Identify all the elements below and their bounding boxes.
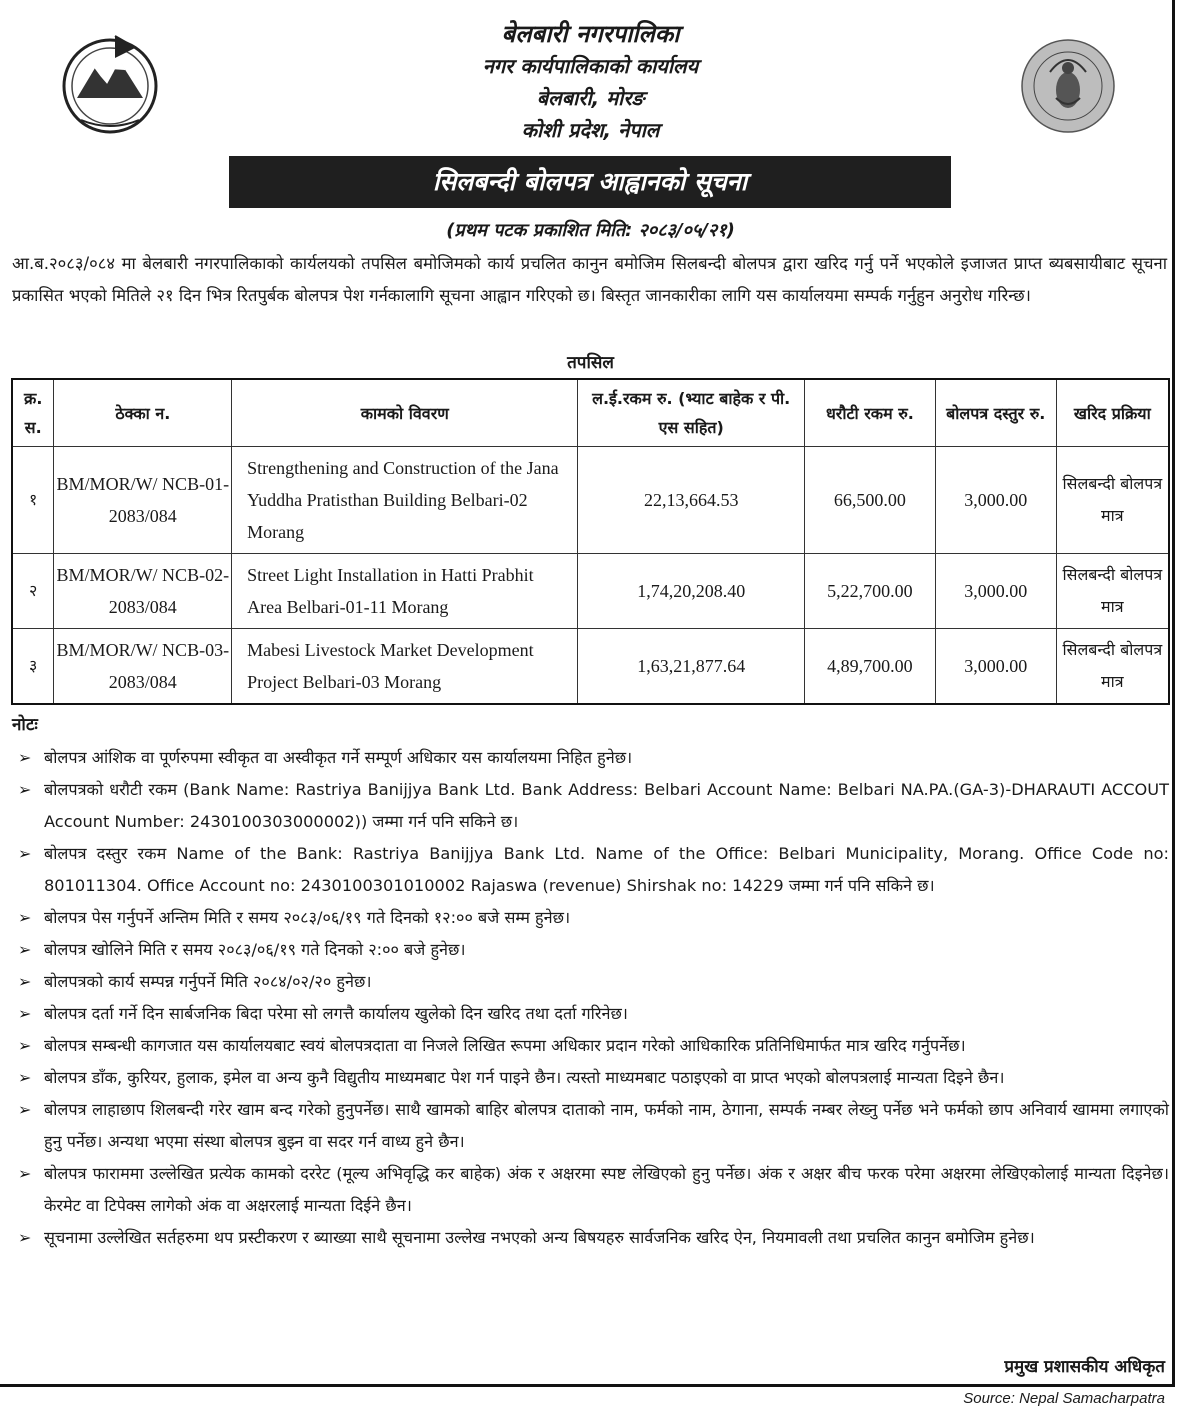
cell-procedure: सिलबन्दी बोलपत्र मात्र <box>1056 554 1169 629</box>
header-procedure: खरिद प्रक्रिया <box>1056 379 1169 447</box>
cell-estimate: 22,13,664.53 <box>578 447 805 554</box>
arrow-bullet-icon: ➢ <box>18 972 32 991</box>
note-item <box>14 902 1169 934</box>
header-estimate: ल.ई.रकम रु. (भ्याट बाहेक र पी. एस सहित) <box>578 379 805 447</box>
cell-deposit: 66,500.00 <box>805 447 936 554</box>
note-text: बोलपत्र खोलिने मिति र समय २०८३/०६/१९ गते दिनको २:०० बजे हुनेछ। <box>44 940 466 959</box>
publication-date: (प्रथम पटक प्रकाशित मिति: २०८३/०५/२१) <box>446 220 735 241</box>
cell-fee: 3,000.00 <box>935 554 1056 629</box>
note-item <box>14 966 1169 998</box>
note-item <box>14 1030 1169 1062</box>
note-text: बोलपत्रको धरौटी रकम (Bank Name: Rastriya Banijjya Bank Ltd. Bank Address: Belbari Account Name: Belbari NA.PA.(GA-3)-DHARAUTI ACCOUT Account Number: 2430100303000002)) जम्मा गर्न पनि सकिने छ। <box>44 780 1169 831</box>
source-credit: Source: Nepal Samacharpatra <box>963 1390 1165 1407</box>
cell-description: Street Light Installation in Hatti Prabhit Area Belbari-01-11 Morang <box>232 554 578 629</box>
cell-estimate: 1,63,21,877.64 <box>578 629 805 705</box>
notes-list <box>14 742 1169 1254</box>
cell-description: Strengthening and Construction of the Jana Yuddha Pratisthan Building Belbari-02 Morang <box>232 447 578 554</box>
cell-sn: ३ <box>12 629 54 705</box>
cell-contract-no: BM/MOR/W/ NCB-03-2083/084 <box>54 629 232 705</box>
note-text: बोलपत्र लाहाछाप शिलबन्दी गरेर खाम बन्द गरेको हुनुपर्नेछ। साथै खामको बाहिर बोलपत्र दाताको नाम, फर्मको नाम, ठेगाना, सम्पर्क नम्बर लेख्नु पर्नेछ भने फर्मको छाप अनिवार्य खाममा लगाएको हुनु पर्नेछ। अन्यथा भएमा संस्था बोलपत्र बुझ्न वा सदर गर्न वाध्य हुने छैन। <box>44 1100 1169 1151</box>
municipality-name: बेलबारी नगरपालिका <box>501 20 680 48</box>
note-text: सूचनामा उल्लेखित सर्तहरुमा थप प्रस्टीकरण र ब्याख्या साथै सूचनामा उल्लेख नभएको अन्य बिषयहरु सार्वजनिक खरिद ऐन, नियमावली तथा प्रचलित कानुन बमोजिम हुनेछ। <box>44 1228 1035 1247</box>
office-header <box>0 18 1181 146</box>
cell-fee: 3,000.00 <box>935 447 1056 554</box>
note-text: बोलपत्र दर्ता गर्ने दिन सार्बजनिक बिदा परेमा सो लगत्तै कार्यालय खुलेको दिन खरिद तथा दर्ता गरिनेछ। <box>44 1004 628 1023</box>
office-province: कोशी प्रदेश, नेपाल <box>521 118 660 142</box>
intro-paragraph: आ.ब.२०८३/०८४ मा बेलबारी नगरपालिकाको कार्यलयको तपसिल बमोजिमको कार्य प्रचलित कानुन बमोजिम सिलबन्दी बोलपत्र द्वारा खरिद गर्नु पर्ने भएकोले इजाजत प्राप्त ब्यबसायीबाट सूचना प्रकासित भएको मितिले २१ दिन भित्र रितपुर्बक बोलपत्र पेश गर्नकालागि सूचना आह्वान गरिएको छ। बिस्तृत जानकारीका लागि यस कार्यालयमा सम्पर्क गर्नुहुन अनुरोध गरिन्छ। <box>12 254 1167 305</box>
note-text: बोलपत्र फाराममा उल्लेखित प्रत्येक कामको दररेट (मूल्य अभिवृद्धि कर बाहेक) अंक र अक्षरमा स्पष्ट लेखिएको हुनु पर्नेछ। अंक र अक्षर बीच फरक परेमा अक्षरमा लेखिएकोलाई मान्यता दिइनेछ। केरमेट वा टिपेक्स लागेको अंक वा अक्षरलाई मान्यता दिईने छैन। <box>44 1164 1169 1215</box>
office-name: नगर कार्यपालिकाको कार्यालय <box>482 54 699 78</box>
note-text: बोलपत्र दस्तुर रकम Name of the Bank: Rastriya Banijjya Bank Ltd. Name of the Office: Belbari Municipality, Morang. Office Code no: 801011304. Office Account no: 2430100301010002 Rajaswa (revenue) Shirshak no: 14229 जम्मा गर्न पनि सकिने छ। <box>44 844 1169 895</box>
arrow-bullet-icon: ➢ <box>18 844 32 863</box>
note-text: बोलपत्रको कार्य सम्पन्न गर्नुपर्ने मिति २०८४/०२/२० हुनेछ। <box>44 972 372 991</box>
notice-title: सिलबन्दी बोलपत्र आह्वानको सूचना <box>229 156 951 208</box>
arrow-bullet-icon: ➢ <box>18 780 32 799</box>
note-item <box>14 774 1169 838</box>
office-location: बेलबारी, मोरङ <box>536 86 645 110</box>
cell-procedure: सिलबन्दी बोलपत्र मात्र <box>1056 629 1169 705</box>
table-header-row <box>12 379 1169 447</box>
cell-estimate: 1,74,20,208.40 <box>578 554 805 629</box>
note-text: बोलपत्र पेस गर्नुपर्ने अन्तिम मिति र समय २०८३/०६/१९ गते दिनको १२:०० बजे सम्म हुनेछ। <box>44 908 571 927</box>
tender-table <box>11 378 1170 705</box>
arrow-bullet-icon: ➢ <box>18 908 32 927</box>
cell-sn: २ <box>12 554 54 629</box>
arrow-bullet-icon: ➢ <box>18 748 32 767</box>
cell-deposit: 5,22,700.00 <box>805 554 936 629</box>
arrow-bullet-icon: ➢ <box>18 1036 32 1055</box>
note-item <box>14 742 1169 774</box>
arrow-bullet-icon: ➢ <box>18 1228 32 1247</box>
arrow-bullet-icon: ➢ <box>18 1100 32 1119</box>
table-row <box>12 447 1169 554</box>
note-item <box>14 1158 1169 1222</box>
arrow-bullet-icon: ➢ <box>18 940 32 959</box>
cell-contract-no: BM/MOR/W/ NCB-02-2083/084 <box>54 554 232 629</box>
note-item <box>14 1094 1169 1158</box>
cell-fee: 3,000.00 <box>935 629 1056 705</box>
note-text: बोलपत्र डाँक, कुरियर, हुलाक, इमेल वा अन्य कुनै विद्युतीय माध्यमबाट पेश गर्न पाइने छैन। त्यस्तो माध्यमबाट पठाइएको वा प्राप्त भएको बोलपत्रलाई मान्यता दिइने छैन। <box>44 1068 1005 1087</box>
note-item <box>14 1222 1169 1254</box>
header-contract-no: ठेक्का न. <box>54 379 232 447</box>
header-description: कामको विवरण <box>232 379 578 447</box>
table-row <box>12 629 1169 705</box>
note-text: बोलपत्र सम्बन्धी कागजात यस कार्यालयबाट स्वयं बोलपत्रदाता वा निजले लिखित रूपमा अधिकार प्रदान गरेको आधिकारिक प्रतिनिधिमार्फत मात्र खरिद गर्नुपर्नेछ। <box>44 1036 966 1055</box>
cell-description: Mabesi Livestock Market Development Project Belbari-03 Morang <box>232 629 578 705</box>
note-item <box>14 934 1169 966</box>
note-item <box>14 1062 1169 1094</box>
table-row <box>12 554 1169 629</box>
schedule-title: तपसिल <box>567 353 614 373</box>
cell-contract-no: BM/MOR/W/ NCB-01-2083/084 <box>54 447 232 554</box>
cell-deposit: 4,89,700.00 <box>805 629 936 705</box>
arrow-bullet-icon: ➢ <box>18 1164 32 1183</box>
header-sn: क्र. स. <box>12 379 54 447</box>
arrow-bullet-icon: ➢ <box>18 1068 32 1087</box>
note-item <box>14 838 1169 902</box>
signatory-title: प्रमुख प्रशासकीय अधिकृत <box>1004 1357 1165 1377</box>
header-deposit: धरौटी रकम रु. <box>805 379 936 447</box>
arrow-bullet-icon: ➢ <box>18 1004 32 1023</box>
cell-procedure: सिलबन्दी बोलपत्र मात्र <box>1056 447 1169 554</box>
note-item <box>14 998 1169 1030</box>
notes-title: नोटः <box>12 715 38 735</box>
cell-sn: १ <box>12 447 54 554</box>
note-text: बोलपत्र आंशिक वा पूर्णरुपमा स्वीकृत वा अस्वीकृत गर्ने सम्पूर्ण अधिकार यस कार्यालयमा निहित हुनेछ। <box>44 748 633 767</box>
header-fee: बोलपत्र दस्तुर रु. <box>935 379 1056 447</box>
